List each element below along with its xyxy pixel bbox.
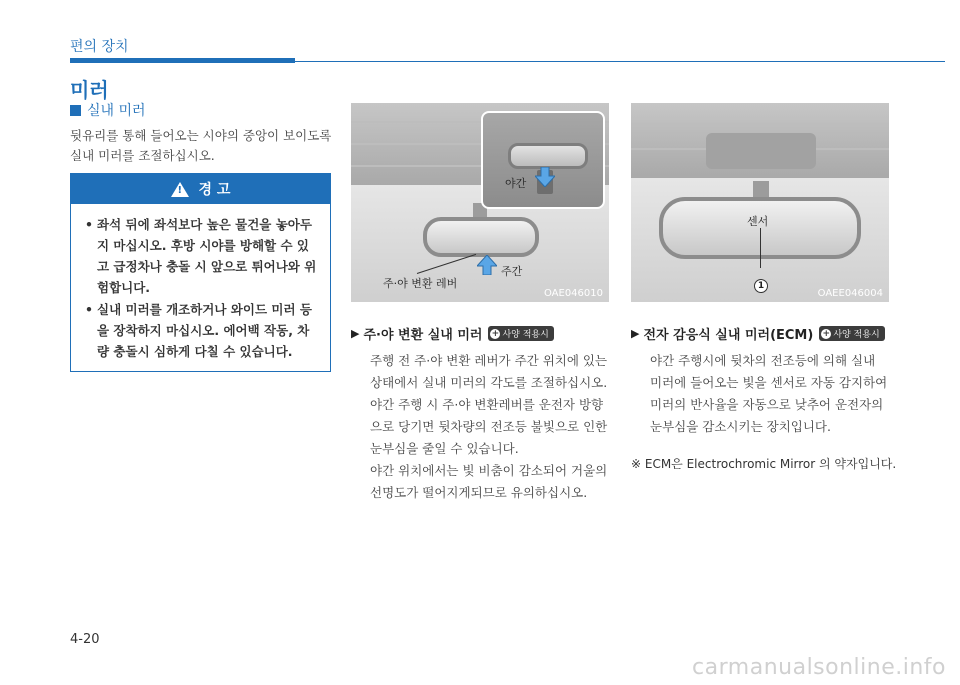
warning-item: • 좌석 뒤에 좌석보다 높은 물건을 놓아두지 마십시오. 후방 시야를 방해할 수 있고 급정차나 충돌 시 앞으로 튀어나와 위험합니다. bbox=[85, 214, 320, 298]
arrow-down-icon bbox=[535, 167, 555, 187]
day-night-mirror-image bbox=[351, 103, 609, 302]
triangle-bullet-icon: ▶ bbox=[351, 327, 360, 340]
option-badge-text: 사양 적용시 bbox=[833, 330, 880, 340]
warning-title: 경 고 bbox=[198, 182, 231, 198]
ceiling bbox=[631, 103, 889, 178]
label-day: 주간 bbox=[501, 265, 523, 278]
image-code: OAE046010 bbox=[543, 288, 603, 299]
label-lever: 주·야 변환 레버 bbox=[383, 277, 458, 290]
col1-body bbox=[370, 350, 610, 504]
lever-inset bbox=[481, 111, 605, 209]
header-title: 편의 장치 bbox=[70, 39, 129, 55]
col1-paragraph: 주행 전 주·야 변환 레버가 주간 위치에 있는 상태에서 실내 미러의 각도를 조절하십시오. bbox=[370, 353, 608, 390]
option-badge bbox=[819, 326, 884, 341]
inset-mirror bbox=[508, 143, 588, 169]
label-sensor: 센서 bbox=[747, 215, 769, 228]
sub-title-text: 실내 미러 bbox=[87, 103, 146, 119]
ecm-note: ※ ECM은 Electrochromic Mirror 의 약자입니다. bbox=[631, 457, 897, 471]
warning-item: • 실내 미러를 개조하거나 와이드 미러 등을 장착하지 마십시오. 에어백 작동, 차량 충돌시 심하게 다칠 수 있습니다. bbox=[85, 299, 320, 362]
col2-heading bbox=[631, 324, 885, 343]
page-number: 4-20 bbox=[70, 632, 100, 647]
col1-paragraph: 야간 위치에서는 빛 비춤이 감소되어 거울의 선명도가 떨어지게되므로 유의하십시오. bbox=[370, 463, 608, 500]
intro-text: 뒷유리를 통해 들어오는 시야의 중앙이 보이도록 실내 미러를 조절하십시오. bbox=[70, 128, 332, 163]
overhead-console bbox=[706, 133, 816, 169]
mirror bbox=[423, 217, 539, 257]
col2-body: 야간 주행시에 뒷차의 전조등에 의해 실내 미러에 들어오는 빛을 센서로 자동 감지하여 미러의 반사율을 자동으로 낮추어 운전자의 눈부심을 감소시키는 장치입니다. bbox=[650, 353, 888, 434]
square-bullet-icon bbox=[70, 105, 81, 116]
watermark: carmanualsonline.info bbox=[692, 655, 946, 680]
header-bar bbox=[70, 58, 295, 63]
arrow-up-icon bbox=[477, 255, 497, 275]
col1-paragraph: 야간 주행 시 주·야 변환레버를 운전자 방향으로 당기면 뒷차량의 전조등 불빛으로 인한 눈부심을 줄일 수 있습니다. bbox=[370, 397, 608, 456]
marker-1: 1 bbox=[754, 279, 768, 293]
col2-heading-text: 전자 감응식 실내 미러(ECM) bbox=[643, 328, 814, 343]
plus-icon: + bbox=[822, 328, 831, 339]
ecm-mirror-image bbox=[631, 103, 889, 302]
col1-heading-text: 주·야 변환 실내 미러 bbox=[363, 328, 483, 343]
warning-header bbox=[71, 174, 330, 204]
sensor-leader bbox=[760, 228, 761, 268]
label-night: 야간 bbox=[505, 177, 527, 190]
option-badge bbox=[488, 326, 553, 341]
section-title: 미러 bbox=[70, 78, 109, 102]
triangle-bullet-icon: ▶ bbox=[631, 327, 640, 340]
warning-icon: ! bbox=[171, 182, 189, 197]
header-line bbox=[295, 61, 945, 62]
plus-icon: + bbox=[491, 328, 500, 339]
option-badge-text: 사양 적용시 bbox=[502, 330, 549, 340]
image-code: OAEE046004 bbox=[817, 288, 883, 299]
sub-title bbox=[70, 100, 146, 120]
warning-list bbox=[71, 204, 330, 362]
warning-box bbox=[70, 173, 331, 372]
col1-heading bbox=[351, 324, 554, 343]
